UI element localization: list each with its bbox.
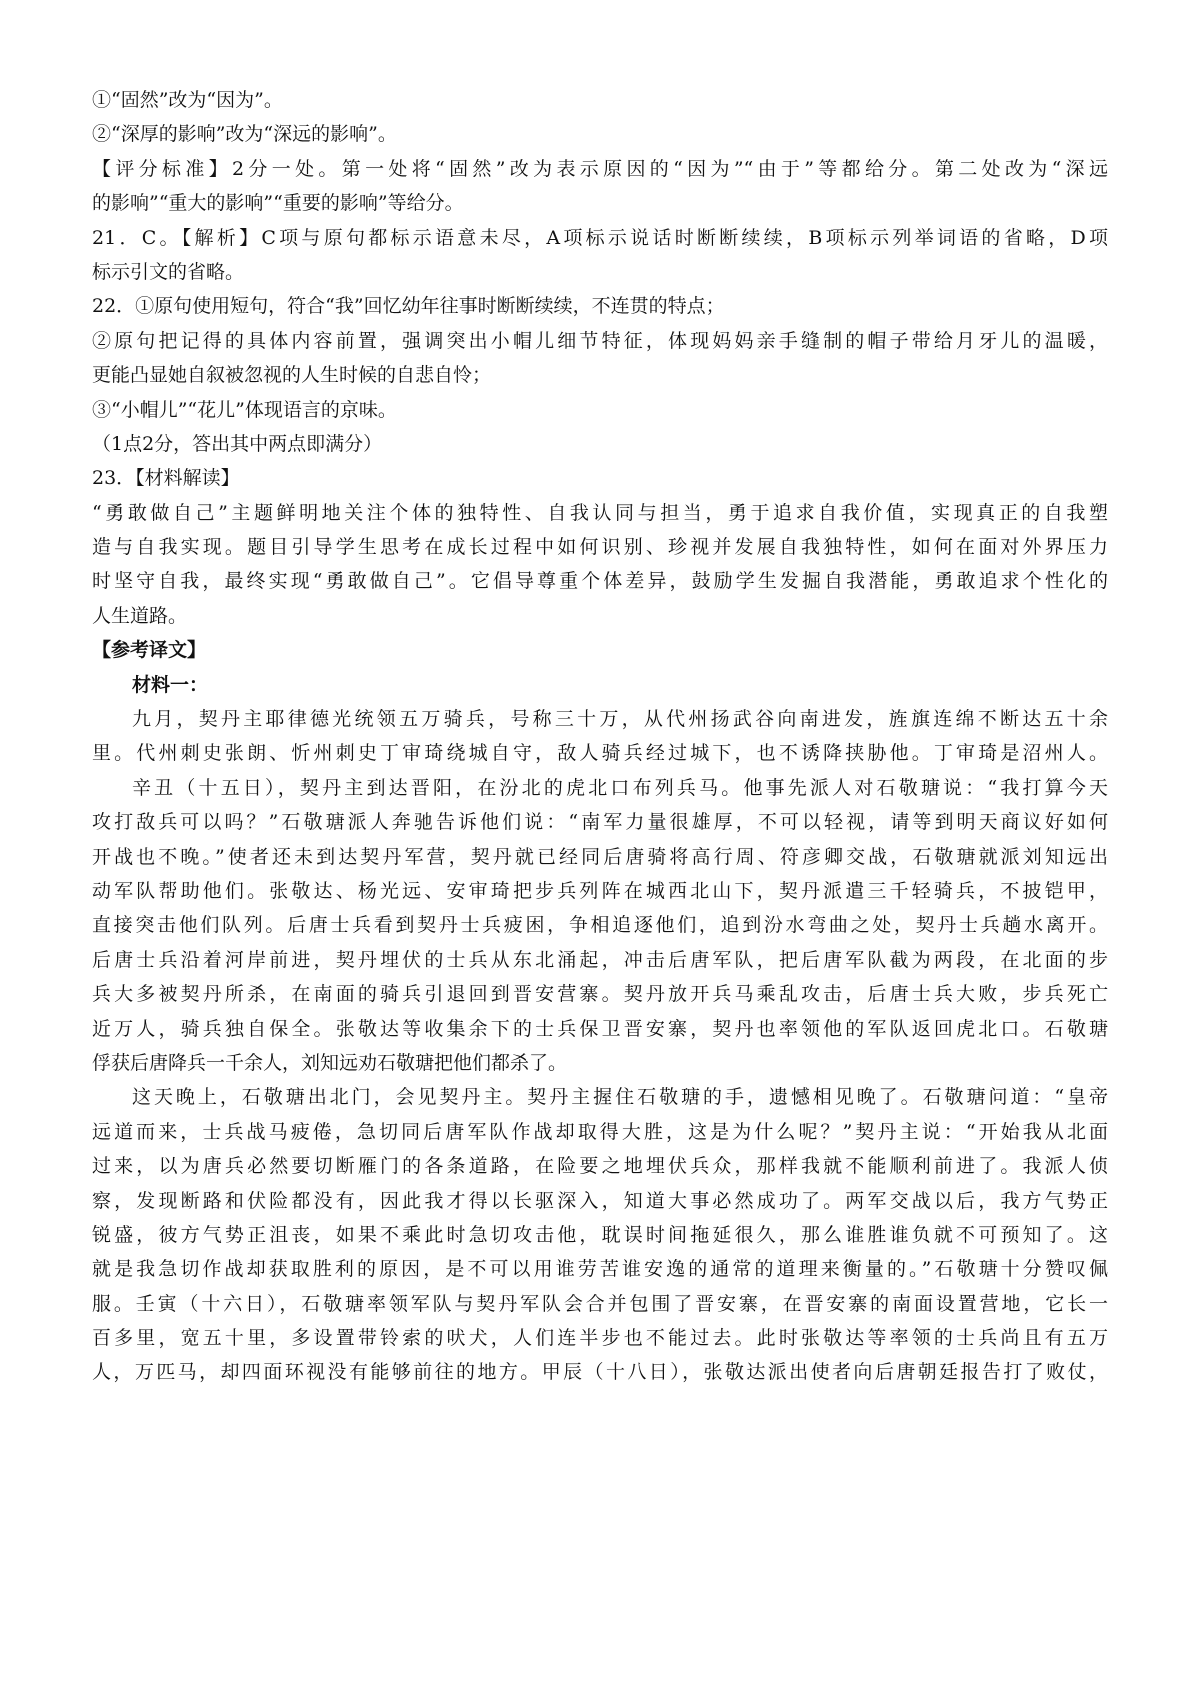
text-line: 标示引文的省略。 [92,260,245,283]
section-heading: 【参考译文】 [92,639,207,662]
text-line: 22．①原句使用短句，符合“我”回忆幼年往事时断断续续，不连贯的特点； [92,295,725,318]
text-line: 俘获后唐降兵一千余人，刘知远劝石敬瑭把他们都杀了。 [92,1051,568,1074]
text-line: 21．C。【解析】C项与原句都标示语意未尽，A项标示说话时断断续续，B项标示列举词语的省略，D项 [92,226,1108,249]
text-line: 攻打敌兵可以吗？”石敬瑭派人奔驰告诉他们说：“南军力量很雄厚，不可以轻视，请等到明天商议好如何 [92,811,1108,834]
text-line: 更能凸显她自叙被忽视的人生时候的自悲自怜； [92,364,492,387]
text-line: ②原句把记得的具体内容前置，强调突出小帽儿细节特征，体现妈妈亲手缝制的帽子带给月牙儿的温暖， [92,329,1108,352]
text-line: 服。壬寅（十六日），石敬瑭率领军队与契丹军队会合并包围了晋安寨，在晋安寨的南面设置营地，它长一 [92,1292,1108,1315]
text-line: 近万人，骑兵独自保全。张敬达等收集余下的士兵保卫晋安寨，契丹也率领他的军队返回虎北口。石敬瑭 [92,1017,1108,1040]
text-line: （1点2分，答出其中两点即满分） [92,432,383,455]
text-line: 直接突击他们队列。后唐士兵看到契丹士兵疲困，争相追逐他们，追到汾水弯曲之处，契丹士兵趟水离开。 [92,914,1108,937]
text-line: 后唐士兵沿着河岸前进，契丹埋伏的士兵从东北涌起，冲击后唐军队，把后唐军队截为两段，在北面的步 [92,948,1108,971]
text-line: “勇敢做自己”主题鲜明地关注个体的独特性、自我认同与担当，勇于追求自我价值，实现真正的自我塑 [92,501,1108,524]
text-line: ②“深厚的影响”改为“深远的影响”。 [92,123,397,146]
document-page [92,83,1108,1390]
text-line: 的影响”“重大的影响”“重要的影响”等给分。 [92,192,464,215]
text-line: ①“固然”改为“因为”。 [92,89,283,111]
text-line: 开战也不晚。”使者还未到达契丹军营，契丹就已经同后唐骑将高行周、符彦卿交战，石敬瑭就派刘知远出 [92,845,1108,868]
text-line: 百多里，宽五十里，多设置带铃索的吠犬，人们连半步也不能过去。此时张敬达等率领的士兵尚且有五万 [92,1327,1108,1350]
text-line: 远道而来，士兵战马疲倦，急切同后唐军队作战却取得大胜，这是为什么呢？”契丹主说：“开始我从北面 [92,1120,1108,1143]
section-heading: 材料一： [132,673,209,696]
text-line: 23．【材料解读】 [92,467,240,490]
text-line: 锐盛，彼方气势正沮丧，如果不乘此时急切攻击他，耽误时间拖延很久，那么谁胜谁负就不可预知了。这 [92,1223,1108,1246]
text-line: 过来，以为唐兵必然要切断雁门的各条道路，在险要之地埋伏兵众，那样我就不能顺利前进了。我派人侦 [92,1155,1108,1178]
text-line: 这天晚上，石敬瑭出北门，会见契丹主。契丹主握住石敬瑭的手，遗憾相见晚了。石敬瑭问道：“皇帝 [132,1086,1108,1109]
text-line: 里。代州刺史张朗、忻州刺史丁审琦绕城自守，敌人骑兵经过城下，也不诱降挟胁他。丁审琦是沼州人。 [92,742,1108,765]
text-line: 察，发现断路和伏险都没有，因此我才得以长驱深入，知道大事必然成功了。两军交战以后，我方气势正 [92,1189,1108,1212]
text-line: 时坚守自我，最终实现“勇敢做自己”。它倡导尊重个体差异，鼓励学生发掘自我潜能，勇敢追求个性化的 [92,570,1108,593]
text-line: 人，万匹马，却四面环视没有能够前往的地方。甲辰（十八日），张敬达派出使者向后唐朝廷报告打了败仗， [92,1361,1108,1384]
text-line: ③“小帽儿”“花儿”体现语言的京味。 [92,398,397,421]
text-line: 九月，契丹主耶律德光统领五万骑兵，号称三十万，从代州扬武谷向南进发，旌旗连绵不断达五十余 [132,708,1108,731]
text-line: 辛丑（十五日），契丹主到达晋阳，在汾北的虎北口布列兵马。他事先派人对石敬瑭说：“我打算今天 [132,776,1108,799]
text-line: 人生道路。 [92,604,188,627]
text-line: 兵大多被契丹所杀，在南面的骑兵引退回到晋安营寨。契丹放开兵马乘乱攻击，后唐士兵大败，步兵死亡 [92,983,1108,1006]
text-line: 就是我急切作战却获取胜利的原因，是不可以用谁劳苦谁安逸的通常的道理来衡量的。”石敬瑭十分赞叹佩 [92,1258,1108,1281]
text-line: 【评分标准】2分一处。第一处将“固然”改为表示原因的“因为”“由于”等都给分。第二处改为“深远 [92,157,1108,180]
text-line: 动军队帮助他们。张敬达、杨光远、安审琦把步兵列阵在城西北山下，契丹派遣三千轻骑兵，不披铠甲， [92,879,1108,902]
text-line: 造与自我实现。题目引导学生思考在成长过程中如何识别、珍视并发展自我独特性，如何在面对外界压力 [92,536,1108,559]
